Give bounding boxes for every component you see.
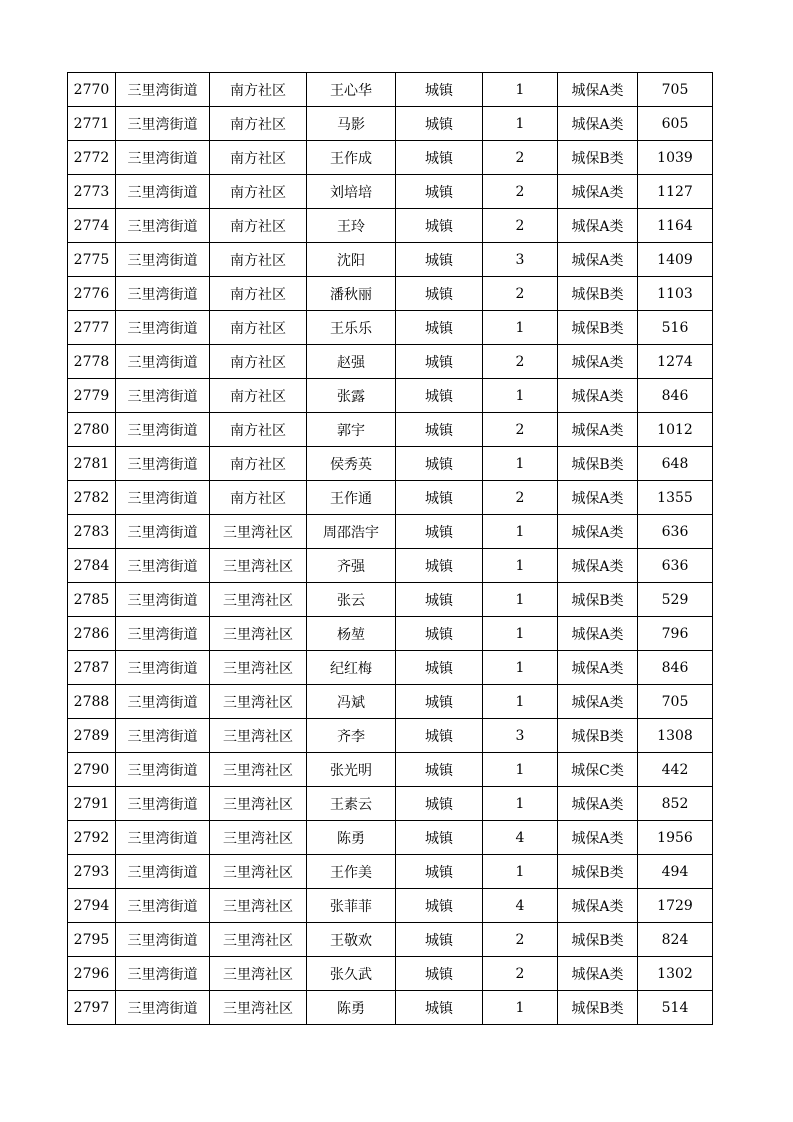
- household-type-cell: 城镇: [396, 175, 483, 209]
- subdistrict-cell: 三里湾街道: [116, 515, 210, 549]
- insurance-category-cell: 城保C类: [558, 753, 638, 787]
- insurance-category-cell: 城保B类: [558, 311, 638, 345]
- community-cell: 三里湾社区: [210, 753, 307, 787]
- serial-number-cell: 2775: [68, 243, 116, 277]
- table-row: [68, 821, 713, 855]
- household-type-cell: 城镇: [396, 413, 483, 447]
- household-type-cell: 城镇: [396, 481, 483, 515]
- community-cell: 南方社区: [210, 345, 307, 379]
- household-type-cell: 城镇: [396, 447, 483, 481]
- serial-number-cell: 2776: [68, 277, 116, 311]
- subdistrict-cell: 三里湾街道: [116, 957, 210, 991]
- household-type-cell: 城镇: [396, 991, 483, 1025]
- amount-cell: 846: [638, 379, 713, 413]
- insurance-category-cell: 城保A类: [558, 379, 638, 413]
- amount-cell: 1956: [638, 821, 713, 855]
- community-cell: 三里湾社区: [210, 515, 307, 549]
- subdistrict-cell: 三里湾街道: [116, 447, 210, 481]
- serial-number-cell: 2794: [68, 889, 116, 923]
- amount-cell: 705: [638, 685, 713, 719]
- amount-cell: 1409: [638, 243, 713, 277]
- serial-number-cell: 2790: [68, 753, 116, 787]
- table-row: [68, 685, 713, 719]
- persons-count-cell: 4: [483, 889, 558, 923]
- community-cell: 南方社区: [210, 481, 307, 515]
- subdistrict-cell: 三里湾街道: [116, 73, 210, 107]
- amount-cell: 796: [638, 617, 713, 651]
- subdistrict-cell: 三里湾街道: [116, 753, 210, 787]
- name-cell: 王作美: [307, 855, 396, 889]
- community-cell: 南方社区: [210, 175, 307, 209]
- insurance-category-cell: 城保B类: [558, 277, 638, 311]
- household-type-cell: 城镇: [396, 379, 483, 413]
- community-cell: 南方社区: [210, 379, 307, 413]
- table-row: [68, 753, 713, 787]
- household-type-cell: 城镇: [396, 617, 483, 651]
- insurance-category-cell: 城保A类: [558, 107, 638, 141]
- serial-number-cell: 2783: [68, 515, 116, 549]
- persons-count-cell: 1: [483, 515, 558, 549]
- amount-cell: 442: [638, 753, 713, 787]
- community-cell: 三里湾社区: [210, 855, 307, 889]
- serial-number-cell: 2795: [68, 923, 116, 957]
- name-cell: 王乐乐: [307, 311, 396, 345]
- records-table: [67, 72, 713, 1025]
- name-cell: 王素云: [307, 787, 396, 821]
- subdistrict-cell: 三里湾街道: [116, 209, 210, 243]
- subdistrict-cell: 三里湾街道: [116, 311, 210, 345]
- amount-cell: 846: [638, 651, 713, 685]
- serial-number-cell: 2797: [68, 991, 116, 1025]
- insurance-category-cell: 城保A类: [558, 345, 638, 379]
- persons-count-cell: 2: [483, 345, 558, 379]
- serial-number-cell: 2771: [68, 107, 116, 141]
- community-cell: 三里湾社区: [210, 889, 307, 923]
- community-cell: 三里湾社区: [210, 787, 307, 821]
- subdistrict-cell: 三里湾街道: [116, 923, 210, 957]
- persons-count-cell: 2: [483, 481, 558, 515]
- household-type-cell: 城镇: [396, 583, 483, 617]
- serial-number-cell: 2779: [68, 379, 116, 413]
- persons-count-cell: 1: [483, 549, 558, 583]
- subdistrict-cell: 三里湾街道: [116, 855, 210, 889]
- name-cell: 周邵浩宇: [307, 515, 396, 549]
- community-cell: 南方社区: [210, 447, 307, 481]
- persons-count-cell: 2: [483, 923, 558, 957]
- name-cell: 纪红梅: [307, 651, 396, 685]
- household-type-cell: 城镇: [396, 889, 483, 923]
- name-cell: 陈勇: [307, 991, 396, 1025]
- community-cell: 南方社区: [210, 413, 307, 447]
- subdistrict-cell: 三里湾街道: [116, 821, 210, 855]
- name-cell: 张光明: [307, 753, 396, 787]
- persons-count-cell: 1: [483, 73, 558, 107]
- subdistrict-cell: 三里湾街道: [116, 277, 210, 311]
- insurance-category-cell: 城保B类: [558, 991, 638, 1025]
- persons-count-cell: 1: [483, 617, 558, 651]
- table-row: [68, 447, 713, 481]
- serial-number-cell: 2793: [68, 855, 116, 889]
- serial-number-cell: 2780: [68, 413, 116, 447]
- table-row: [68, 413, 713, 447]
- name-cell: 王作通: [307, 481, 396, 515]
- persons-count-cell: 3: [483, 243, 558, 277]
- name-cell: 郭宇: [307, 413, 396, 447]
- insurance-category-cell: 城保A类: [558, 413, 638, 447]
- amount-cell: 1039: [638, 141, 713, 175]
- table-row: [68, 719, 713, 753]
- insurance-category-cell: 城保B类: [558, 923, 638, 957]
- subdistrict-cell: 三里湾街道: [116, 243, 210, 277]
- serial-number-cell: 2777: [68, 311, 116, 345]
- household-type-cell: 城镇: [396, 855, 483, 889]
- insurance-category-cell: 城保A类: [558, 617, 638, 651]
- amount-cell: 1012: [638, 413, 713, 447]
- amount-cell: 516: [638, 311, 713, 345]
- name-cell: 齐李: [307, 719, 396, 753]
- amount-cell: 1302: [638, 957, 713, 991]
- table-row: [68, 515, 713, 549]
- serial-number-cell: 2772: [68, 141, 116, 175]
- name-cell: 张云: [307, 583, 396, 617]
- household-type-cell: 城镇: [396, 821, 483, 855]
- name-cell: 沈阳: [307, 243, 396, 277]
- table-row: [68, 549, 713, 583]
- household-type-cell: 城镇: [396, 685, 483, 719]
- name-cell: 王玲: [307, 209, 396, 243]
- persons-count-cell: 1: [483, 991, 558, 1025]
- table-row: [68, 175, 713, 209]
- community-cell: 南方社区: [210, 277, 307, 311]
- persons-count-cell: 1: [483, 787, 558, 821]
- table-row: [68, 243, 713, 277]
- insurance-category-cell: 城保A类: [558, 957, 638, 991]
- community-cell: 南方社区: [210, 73, 307, 107]
- household-type-cell: 城镇: [396, 209, 483, 243]
- community-cell: 三里湾社区: [210, 991, 307, 1025]
- amount-cell: 636: [638, 549, 713, 583]
- insurance-category-cell: 城保A类: [558, 685, 638, 719]
- table-row: [68, 311, 713, 345]
- name-cell: 王敬欢: [307, 923, 396, 957]
- persons-count-cell: 1: [483, 855, 558, 889]
- amount-cell: 1164: [638, 209, 713, 243]
- table-row: [68, 73, 713, 107]
- subdistrict-cell: 三里湾街道: [116, 787, 210, 821]
- household-type-cell: 城镇: [396, 277, 483, 311]
- amount-cell: 1729: [638, 889, 713, 923]
- insurance-category-cell: 城保B类: [558, 447, 638, 481]
- persons-count-cell: 3: [483, 719, 558, 753]
- amount-cell: 1127: [638, 175, 713, 209]
- serial-number-cell: 2791: [68, 787, 116, 821]
- community-cell: 三里湾社区: [210, 549, 307, 583]
- name-cell: 侯秀英: [307, 447, 396, 481]
- table-row: [68, 277, 713, 311]
- persons-count-cell: 1: [483, 583, 558, 617]
- community-cell: 三里湾社区: [210, 617, 307, 651]
- insurance-category-cell: 城保B类: [558, 583, 638, 617]
- household-type-cell: 城镇: [396, 719, 483, 753]
- insurance-category-cell: 城保A类: [558, 481, 638, 515]
- table-row: [68, 583, 713, 617]
- insurance-category-cell: 城保A类: [558, 209, 638, 243]
- household-type-cell: 城镇: [396, 923, 483, 957]
- insurance-category-cell: 城保A类: [558, 651, 638, 685]
- persons-count-cell: 2: [483, 957, 558, 991]
- table-row: [68, 855, 713, 889]
- serial-number-cell: 2782: [68, 481, 116, 515]
- amount-cell: 1355: [638, 481, 713, 515]
- name-cell: 冯斌: [307, 685, 396, 719]
- table-row: [68, 379, 713, 413]
- subdistrict-cell: 三里湾街道: [116, 991, 210, 1025]
- table-row: [68, 141, 713, 175]
- table-row: [68, 787, 713, 821]
- household-type-cell: 城镇: [396, 107, 483, 141]
- subdistrict-cell: 三里湾街道: [116, 413, 210, 447]
- subdistrict-cell: 三里湾街道: [116, 889, 210, 923]
- subdistrict-cell: 三里湾街道: [116, 719, 210, 753]
- amount-cell: 636: [638, 515, 713, 549]
- persons-count-cell: 2: [483, 141, 558, 175]
- serial-number-cell: 2792: [68, 821, 116, 855]
- household-type-cell: 城镇: [396, 957, 483, 991]
- persons-count-cell: 1: [483, 447, 558, 481]
- records-table-body: [68, 73, 713, 1025]
- persons-count-cell: 1: [483, 651, 558, 685]
- serial-number-cell: 2785: [68, 583, 116, 617]
- community-cell: 南方社区: [210, 107, 307, 141]
- amount-cell: 705: [638, 73, 713, 107]
- insurance-category-cell: 城保A类: [558, 73, 638, 107]
- insurance-category-cell: 城保A类: [558, 549, 638, 583]
- subdistrict-cell: 三里湾街道: [116, 651, 210, 685]
- community-cell: 三里湾社区: [210, 685, 307, 719]
- serial-number-cell: 2784: [68, 549, 116, 583]
- community-cell: 南方社区: [210, 141, 307, 175]
- household-type-cell: 城镇: [396, 345, 483, 379]
- table-row: [68, 209, 713, 243]
- amount-cell: 494: [638, 855, 713, 889]
- name-cell: 杨堃: [307, 617, 396, 651]
- persons-count-cell: 1: [483, 311, 558, 345]
- table-row: [68, 991, 713, 1025]
- name-cell: 张菲菲: [307, 889, 396, 923]
- community-cell: 南方社区: [210, 243, 307, 277]
- serial-number-cell: 2778: [68, 345, 116, 379]
- subdistrict-cell: 三里湾街道: [116, 175, 210, 209]
- subdistrict-cell: 三里湾街道: [116, 685, 210, 719]
- persons-count-cell: 1: [483, 685, 558, 719]
- name-cell: 陈勇: [307, 821, 396, 855]
- amount-cell: 852: [638, 787, 713, 821]
- serial-number-cell: 2781: [68, 447, 116, 481]
- amount-cell: 514: [638, 991, 713, 1025]
- amount-cell: 529: [638, 583, 713, 617]
- name-cell: 王作成: [307, 141, 396, 175]
- table-row: [68, 617, 713, 651]
- insurance-category-cell: 城保B类: [558, 719, 638, 753]
- name-cell: 王心华: [307, 73, 396, 107]
- household-type-cell: 城镇: [396, 73, 483, 107]
- subdistrict-cell: 三里湾街道: [116, 549, 210, 583]
- insurance-category-cell: 城保A类: [558, 889, 638, 923]
- insurance-category-cell: 城保A类: [558, 515, 638, 549]
- persons-count-cell: 2: [483, 175, 558, 209]
- table-row: [68, 957, 713, 991]
- insurance-category-cell: 城保B类: [558, 855, 638, 889]
- table-row: [68, 889, 713, 923]
- table-row: [68, 107, 713, 141]
- amount-cell: 824: [638, 923, 713, 957]
- insurance-category-cell: 城保A类: [558, 821, 638, 855]
- serial-number-cell: 2774: [68, 209, 116, 243]
- community-cell: 三里湾社区: [210, 821, 307, 855]
- amount-cell: 1308: [638, 719, 713, 753]
- insurance-category-cell: 城保A类: [558, 787, 638, 821]
- household-type-cell: 城镇: [396, 787, 483, 821]
- name-cell: 张久武: [307, 957, 396, 991]
- community-cell: 三里湾社区: [210, 583, 307, 617]
- serial-number-cell: 2770: [68, 73, 116, 107]
- amount-cell: 605: [638, 107, 713, 141]
- community-cell: 三里湾社区: [210, 957, 307, 991]
- amount-cell: 1274: [638, 345, 713, 379]
- community-cell: 三里湾社区: [210, 719, 307, 753]
- subdistrict-cell: 三里湾街道: [116, 617, 210, 651]
- name-cell: 潘秋丽: [307, 277, 396, 311]
- household-type-cell: 城镇: [396, 515, 483, 549]
- table-row: [68, 481, 713, 515]
- serial-number-cell: 2796: [68, 957, 116, 991]
- subdistrict-cell: 三里湾街道: [116, 481, 210, 515]
- household-type-cell: 城镇: [396, 753, 483, 787]
- amount-cell: 648: [638, 447, 713, 481]
- insurance-category-cell: 城保A类: [558, 243, 638, 277]
- subdistrict-cell: 三里湾街道: [116, 583, 210, 617]
- amount-cell: 1103: [638, 277, 713, 311]
- persons-count-cell: 1: [483, 107, 558, 141]
- table-row: [68, 923, 713, 957]
- subdistrict-cell: 三里湾街道: [116, 379, 210, 413]
- persons-count-cell: 1: [483, 753, 558, 787]
- persons-count-cell: 2: [483, 277, 558, 311]
- subdistrict-cell: 三里湾街道: [116, 141, 210, 175]
- name-cell: 刘培培: [307, 175, 396, 209]
- insurance-category-cell: 城保B类: [558, 141, 638, 175]
- name-cell: 马影: [307, 107, 396, 141]
- subdistrict-cell: 三里湾街道: [116, 345, 210, 379]
- subdistrict-cell: 三里湾街道: [116, 107, 210, 141]
- serial-number-cell: 2789: [68, 719, 116, 753]
- table-row: [68, 345, 713, 379]
- household-type-cell: 城镇: [396, 141, 483, 175]
- serial-number-cell: 2788: [68, 685, 116, 719]
- persons-count-cell: 2: [483, 413, 558, 447]
- serial-number-cell: 2787: [68, 651, 116, 685]
- name-cell: 赵强: [307, 345, 396, 379]
- household-type-cell: 城镇: [396, 651, 483, 685]
- community-cell: 三里湾社区: [210, 923, 307, 957]
- serial-number-cell: 2773: [68, 175, 116, 209]
- community-cell: 南方社区: [210, 311, 307, 345]
- table-row: [68, 651, 713, 685]
- persons-count-cell: 2: [483, 209, 558, 243]
- household-type-cell: 城镇: [396, 243, 483, 277]
- household-type-cell: 城镇: [396, 549, 483, 583]
- household-type-cell: 城镇: [396, 311, 483, 345]
- name-cell: 张露: [307, 379, 396, 413]
- insurance-category-cell: 城保A类: [558, 175, 638, 209]
- persons-count-cell: 1: [483, 379, 558, 413]
- serial-number-cell: 2786: [68, 617, 116, 651]
- community-cell: 三里湾社区: [210, 651, 307, 685]
- name-cell: 齐强: [307, 549, 396, 583]
- community-cell: 南方社区: [210, 209, 307, 243]
- persons-count-cell: 4: [483, 821, 558, 855]
